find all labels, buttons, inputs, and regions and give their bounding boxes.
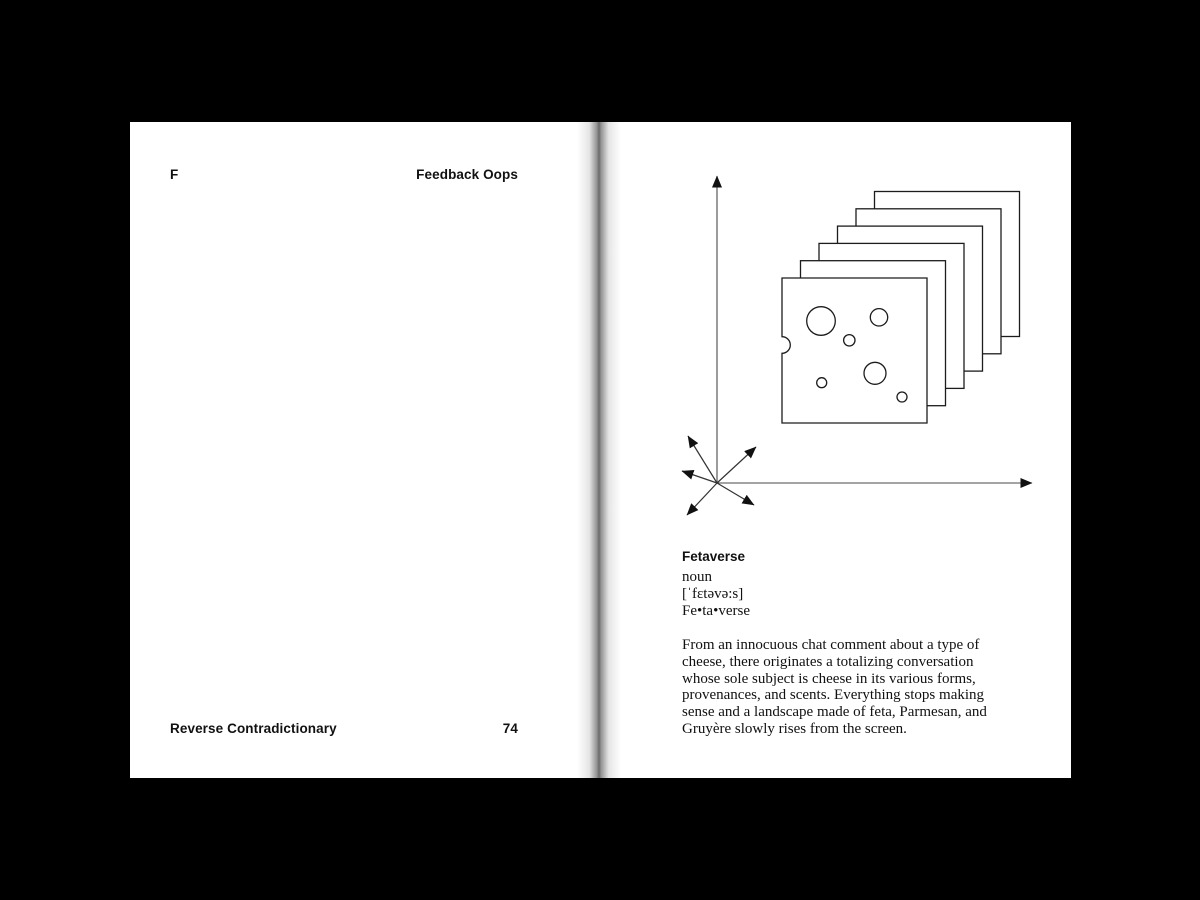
cheese-hole [817, 378, 827, 388]
arrow-up-right [717, 447, 756, 483]
cheese-hole [807, 307, 836, 336]
left-page [130, 122, 599, 778]
running-header [170, 167, 518, 182]
entry-pronunciation: [ˈfɛtəvə:s] [682, 586, 744, 602]
entry-part-of-speech: noun [682, 569, 712, 585]
page-number: 74 [502, 721, 518, 736]
book-title: Reverse Contradictionary [170, 721, 337, 736]
arrow-down-right [717, 483, 754, 505]
chapter-title: Feedback Oops [416, 167, 518, 182]
arrow-down-left [687, 483, 717, 515]
entry-definition: From an innocuous chat comment about a type of cheese, there originates a totalizing conversation whose sole subject is cheese in its various forms, provenances, and scents. Everything stops making sense and a landscape made of feta, Parmesan, and Gruyère slowly rises from the screen. [682, 637, 987, 737]
right-page [599, 122, 1071, 778]
entry-headword: Fetaverse [682, 549, 746, 564]
arrow-left [682, 471, 717, 483]
entry-syllabification: Fe•ta•verse [682, 603, 750, 619]
cheese-slice-stack [782, 192, 1020, 424]
dictionary-entry [682, 550, 1008, 738]
cheese-hole [870, 309, 887, 326]
book-spread [130, 122, 1071, 778]
cheese-hole [864, 362, 886, 384]
cheese-hole [897, 392, 907, 402]
fetaverse-illustration [670, 160, 1050, 540]
cheese-hole [844, 335, 855, 346]
radiating-arrows [682, 436, 756, 515]
arrow-up-left [688, 436, 717, 483]
running-footer [170, 721, 518, 736]
section-letter: F [170, 167, 179, 182]
